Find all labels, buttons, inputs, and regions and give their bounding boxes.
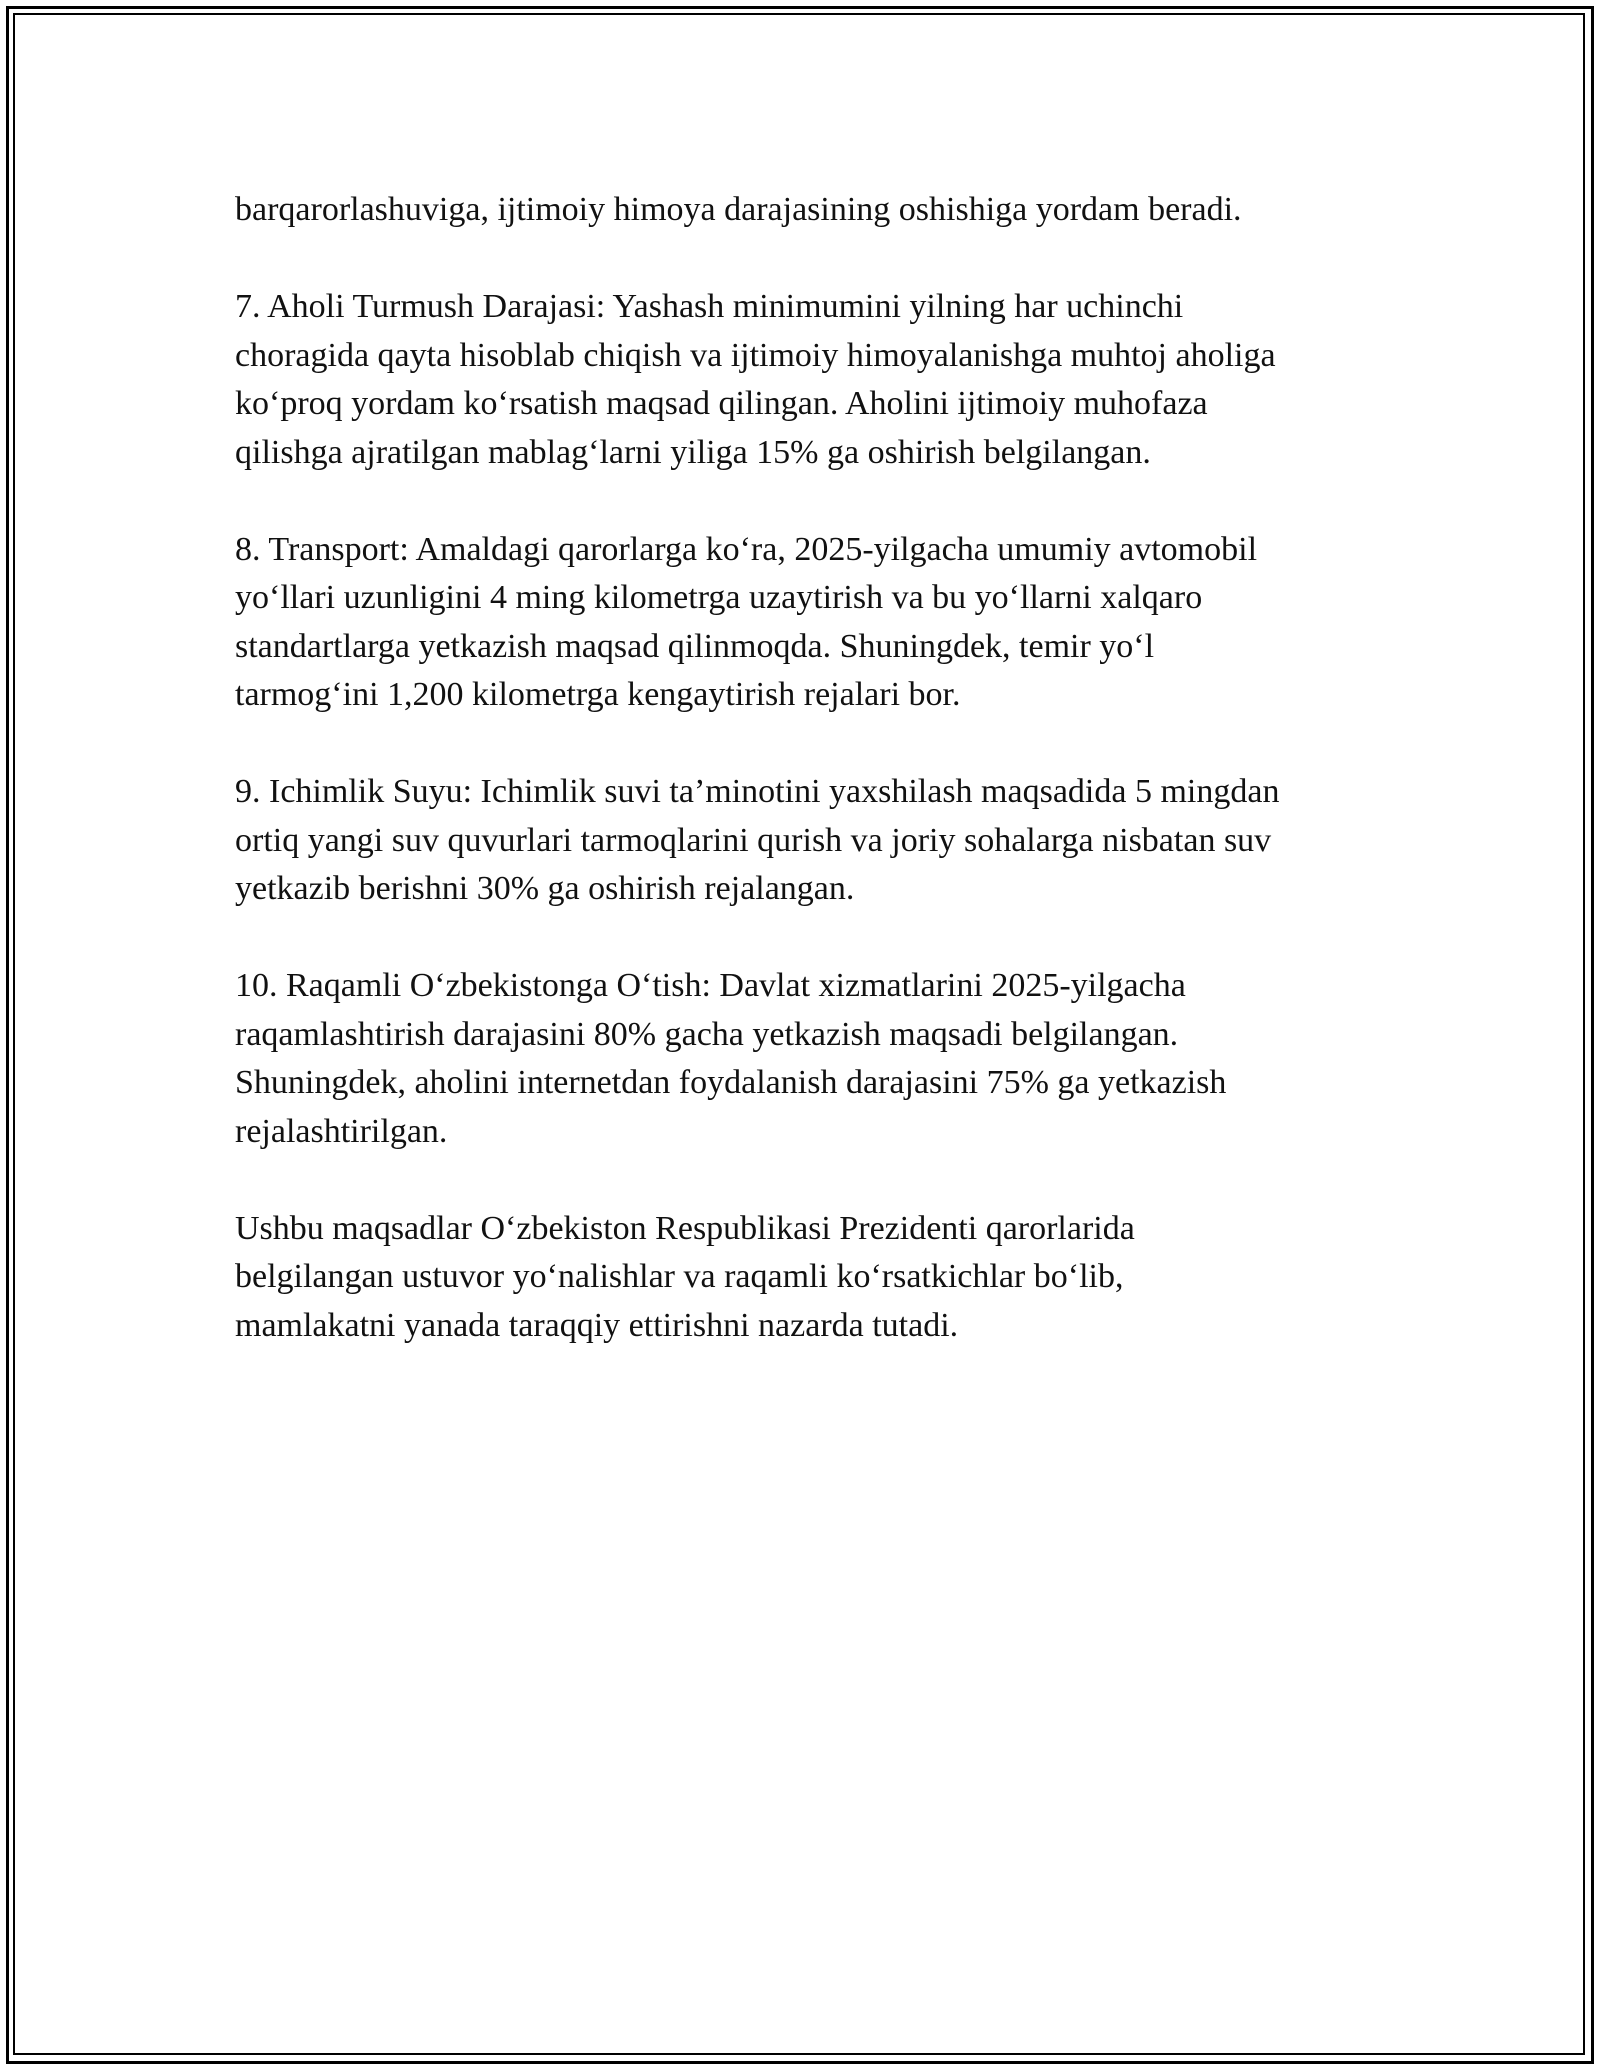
paragraph-digital-uzbekistan: 10. Raqamli O‘zbekistonga O‘tish: Davlat xizmatlarini 2025-yilgacha raqamlashtirish darajasini 80% gacha yetkazish maqsadi belgilangan. Shuningdek, aholini internetdan foydalanish darajasini 75% ga yetkazish rejalashtirilgan. [235,967,1227,1150]
paragraph-conclusion: Ushbu maqsadlar O‘zbekiston Respublikasi Prezidenti qarorlarida belgilangan ustuvor yo‘nalishlar va raqamli ko‘rsatkichlar bo‘lib, mamlakatni yanada taraqqiy ettirishni nazarda tutadi. [235,1209,1135,1344]
paragraph-drinking-water: 9. Ichimlik Suyu: Ichimlik suvi ta’minotini yaxshilash maqsadida 5 mingdan ortiq yangi suv quvurlari tarmoqlarini qurish va joriy sohalarga nisbatan suv yetkazib berishni 30% ga oshirish rejalangan. [235,773,1280,907]
document-body [235,186,1415,1399]
paragraph-transport: 8. Transport: Amaldagi qarorlarga ko‘ra, 2025-yilgacha umumiy avtomobil yo‘llari uzunligini 4 ming kilometrga uzaytirish va bu yo‘llarni xalqaro standartlarga yetkazish maqsad qilinmoqda. Shuningdek, temir yo‘l tarmog‘ini 1,200 kilometrga kengaytirish rejalari bor. [235,530,1258,713]
paragraph-continuation: barqarorlashuviga, ijtimoiy himoya darajasining oshishiga yordam beradi. [235,191,1242,228]
paragraph-living-standards: 7. Aholi Turmush Darajasi: Yashash minimumini yilning har uchinchi choragida qayta hisoblab chiqish va ijtimoiy himoyalanishga muhtoj aholiga ko‘proq yordam ko‘rsatish maqsad qilingan. Aholini ijtimoiy muhofaza qilishga ajratilgan mablag‘larni yiliga 15% ga oshirish belgilangan. [235,288,1276,471]
